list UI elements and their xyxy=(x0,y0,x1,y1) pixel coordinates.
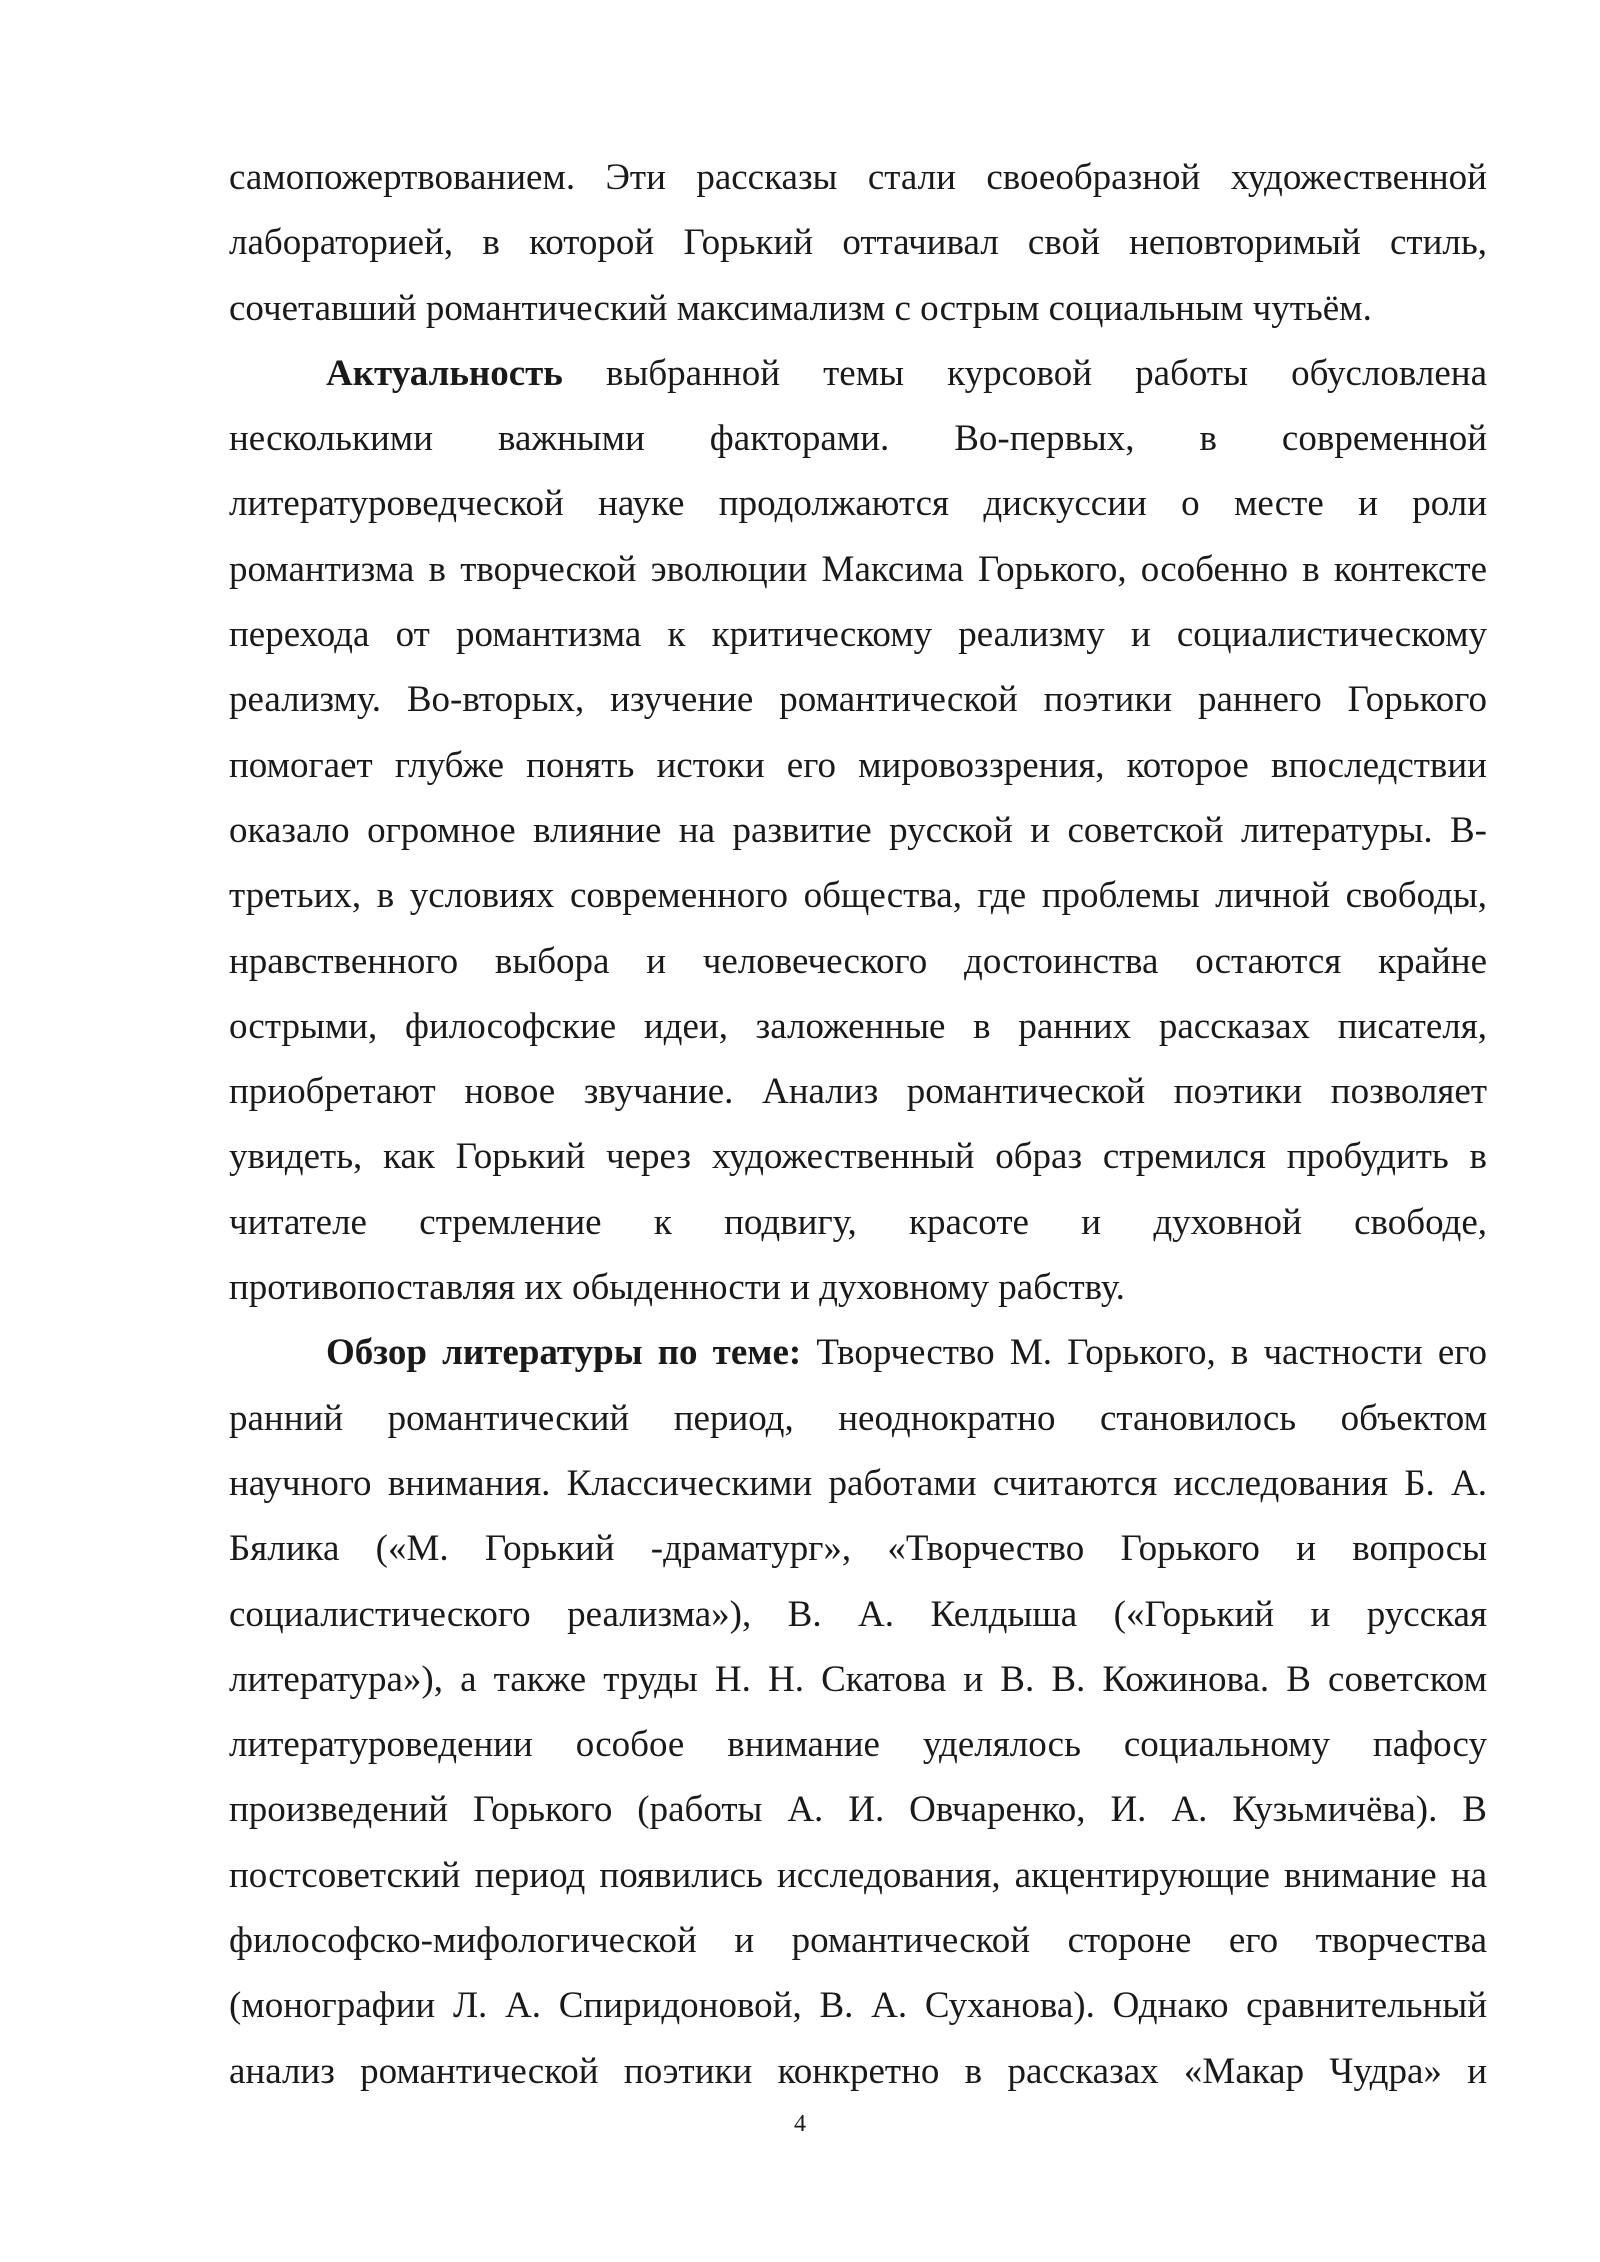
text-line: (монографии Л. А. Спиридоновой, В. А. Суханова). Однако сравнительный xyxy=(229,1985,1487,2027)
text-line: перехода от романтизма к критическому реализму и социалистическому xyxy=(229,614,1487,656)
text-line: литературоведческой науке продолжаются дискуссии о месте и роли xyxy=(229,483,1487,525)
page-number: 4 xyxy=(794,2111,806,2137)
text-line: произведений Горького (работы А. И. Овчаренко, И. А. Кузьмичёва). В xyxy=(229,1789,1487,1831)
relevance-heading: Актуальность xyxy=(326,352,563,394)
text-line: оказало огромное влияние на развитие русской и советской литературы. В- xyxy=(229,809,1487,851)
text-line: увидеть, как Горький через художественный образ стремился пробудить в xyxy=(229,1136,1487,1178)
text-line: анализ романтической поэтики конкретно в рассказах «Макар Чудра» и xyxy=(229,2050,1487,2092)
text-line: литература»), а также труды Н. Н. Скатова и В. В. Кожинова. В советском xyxy=(229,1658,1487,1700)
text-line: помогает глубже понять истоки его мировоззрения, которое впоследствии xyxy=(229,744,1487,786)
review-first-line xyxy=(229,1320,1487,1385)
text-line: реализму. Во-вторых, изучение романтической поэтики раннего Горького xyxy=(229,679,1487,721)
relevance-first-line-text: выбранной темы курсовой работы обусловлена xyxy=(562,352,1487,394)
text-line: социалистического реализма»), В. А. Келдыша («Горький и русская xyxy=(229,1593,1487,1635)
text-line: лабораторией, в которой Горький оттачивал свой неповторимый стиль, xyxy=(229,222,1487,264)
text-line: противопоставляя их обыденности и духовному рабству. xyxy=(229,1267,1125,1309)
text-line: романтизма в творческой эволюции Максима Горького, особенно в контексте xyxy=(229,548,1487,590)
text-line: самопожертвованием. Эти рассказы стали своеобразной художественной xyxy=(229,157,1487,198)
text-line: нравственного выбора и человеческого достоинства остаются крайне xyxy=(229,940,1487,982)
text-line: третьих, в условиях современного общества, где проблемы личной свободы, xyxy=(229,875,1487,917)
text-line: философско-мифологической и романтической стороне его творчества xyxy=(229,1920,1487,1962)
text-line: постсоветский период появились исследования, акцентирующие внимание на xyxy=(229,1854,1487,1896)
text-line: ранний романтический период, неоднократно становилось объектом xyxy=(229,1397,1487,1439)
relevance-first-line xyxy=(229,341,1487,406)
text-line: сочетавший романтический максимализм с острым социальным чутьём. xyxy=(229,287,1372,329)
review-first-line-text: Творчество М. Горького, в частности его xyxy=(801,1332,1487,1374)
text-line: приобретают новое звучание. Анализ романтической поэтики позволяет xyxy=(229,1071,1487,1113)
text-line: читателе стремление к подвигу, красоте и духовной свободе, xyxy=(229,1201,1487,1243)
review-heading: Обзор литературы по теме: xyxy=(326,1332,802,1374)
text-line: острыми, философские идеи, заложенные в ранних рассказах писателя, xyxy=(229,1005,1487,1047)
document-body xyxy=(229,145,1487,2104)
text-line: литературоведении особое внимание уделялось социальному пафосу xyxy=(229,1724,1487,1766)
text-line: несколькими важными факторами. Во-первых, в современной xyxy=(229,418,1487,460)
text-line: Бялика («М. Горький -драматург», «Творчество Горького и вопросы xyxy=(229,1528,1487,1570)
text-line: научного внимания. Классическими работами считаются исследования Б. А. xyxy=(229,1462,1487,1504)
